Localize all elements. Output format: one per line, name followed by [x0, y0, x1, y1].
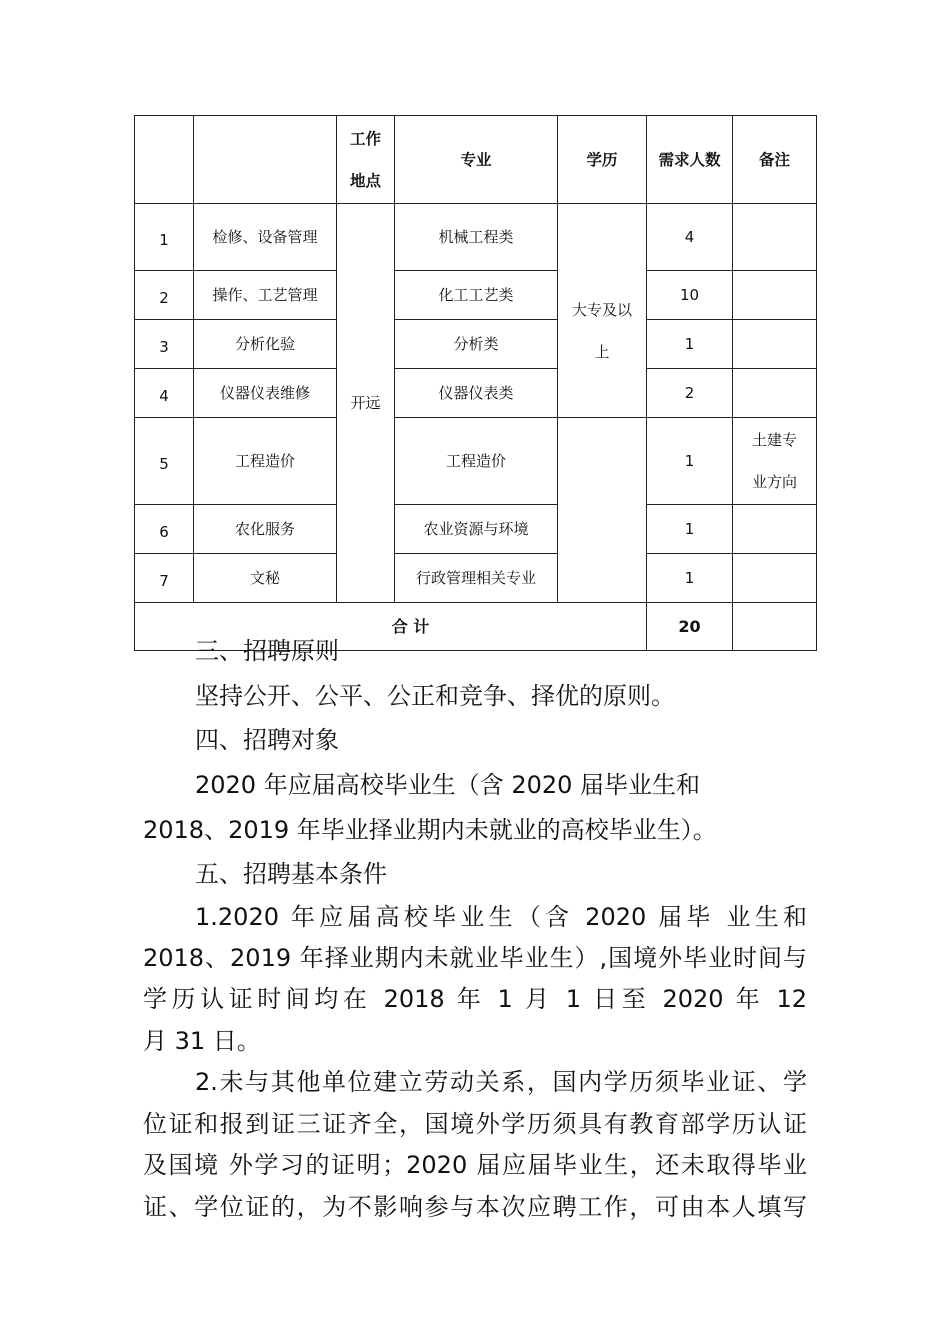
condition-2-line-1: 2.未与其他单位建立劳动关系，国内学历须毕业证、学: [195, 1068, 807, 1096]
row-number: 7: [135, 554, 194, 603]
table-row: [135, 418, 817, 505]
education-cell: 大专及以 上: [558, 204, 647, 418]
row-position: 文秘: [194, 554, 337, 603]
row-remark: [733, 554, 817, 603]
row-number: 4: [135, 369, 194, 418]
recruitment-table: [134, 115, 817, 651]
total-label: 合 计: [135, 603, 647, 651]
row-number: 1: [135, 204, 194, 271]
condition-2-line-3: 及国境 外学习的证明；2020 届应届毕业生，还未取得毕业: [143, 1151, 807, 1179]
row-position: 仪器仪表维修: [194, 369, 337, 418]
education-empty-cell: [558, 418, 647, 603]
row-position: 分析化验: [194, 320, 337, 369]
row-count: 1: [647, 554, 733, 603]
section-4-line-2: 2018、2019 年毕业择业期内未就业的高校毕业生）。: [143, 816, 717, 844]
header-major: 专业: [395, 116, 558, 204]
row-count: 1: [647, 418, 733, 505]
section-3-title: 三、招聘原则: [195, 637, 339, 665]
section-3-body: 坚持公开、公平、公正和竞争、择优的原则。: [195, 682, 675, 710]
row-major: 分析类: [395, 320, 558, 369]
row-major: 行政管理相关专业: [395, 554, 558, 603]
table-header-row: [135, 116, 817, 204]
header-remark: 备注: [733, 116, 817, 204]
total-count: 20: [647, 603, 733, 651]
condition-1-line-1: 1.2020 年应届高校毕业生（含 2020 届毕 业生和: [195, 903, 807, 931]
row-remark: [733, 369, 817, 418]
header-education: 学历: [558, 116, 647, 204]
row-major: 农业资源与环境: [395, 505, 558, 554]
row-major: 化工工艺类: [395, 271, 558, 320]
row-count: 4: [647, 204, 733, 271]
row-major: 机械工程类: [395, 204, 558, 271]
row-count: 10: [647, 271, 733, 320]
row-count: 2: [647, 369, 733, 418]
row-position: 农化服务: [194, 505, 337, 554]
table-row: [135, 204, 817, 271]
condition-1-line-3: 学历认证时间均在 2018 年 1 月 1 日至 2020 年 12: [143, 985, 807, 1013]
table-row: [135, 505, 817, 554]
condition-2-line-2: 位证和报到证三证齐全，国境外学历须具有教育部学历认证: [143, 1110, 807, 1138]
row-remark: 土建专 业方向: [733, 418, 817, 505]
row-position: 工程造价: [194, 418, 337, 505]
section-4-line-1: 2020 年应届高校毕业生（含 2020 届毕业生和: [195, 771, 701, 799]
row-remark: [733, 204, 817, 271]
condition-1-line-4: 月 31 日。: [143, 1027, 261, 1055]
row-remark: [733, 320, 817, 369]
table-row: [135, 369, 817, 418]
table-row: [135, 271, 817, 320]
row-number: 3: [135, 320, 194, 369]
row-major: 工程造价: [395, 418, 558, 505]
row-number: 5: [135, 418, 194, 505]
header-position: [194, 116, 337, 204]
row-count: 1: [647, 505, 733, 554]
condition-1-line-2: 2018、2019 年择业期内未就业毕业生）,国境外毕业时间与: [143, 944, 807, 972]
condition-2-line-4: 证、学位证的，为不影响参与本次应聘工作，可由本人填写: [143, 1193, 807, 1221]
location-cell: 开远: [337, 204, 395, 603]
row-remark: [733, 271, 817, 320]
header-number: [135, 116, 194, 204]
section-4-title: 四、招聘对象: [195, 726, 339, 754]
row-major: 仪器仪表类: [395, 369, 558, 418]
row-remark: [733, 505, 817, 554]
row-position: 检修、设备管理: [194, 204, 337, 271]
header-location: 工作 地点: [337, 116, 395, 204]
row-position: 操作、工艺管理: [194, 271, 337, 320]
section-5-title: 五、招聘基本条件: [195, 860, 387, 888]
table-row: [135, 320, 817, 369]
row-number: 6: [135, 505, 194, 554]
header-count: 需求人数: [647, 116, 733, 204]
row-count: 1: [647, 320, 733, 369]
row-number: 2: [135, 271, 194, 320]
table-row: [135, 554, 817, 603]
